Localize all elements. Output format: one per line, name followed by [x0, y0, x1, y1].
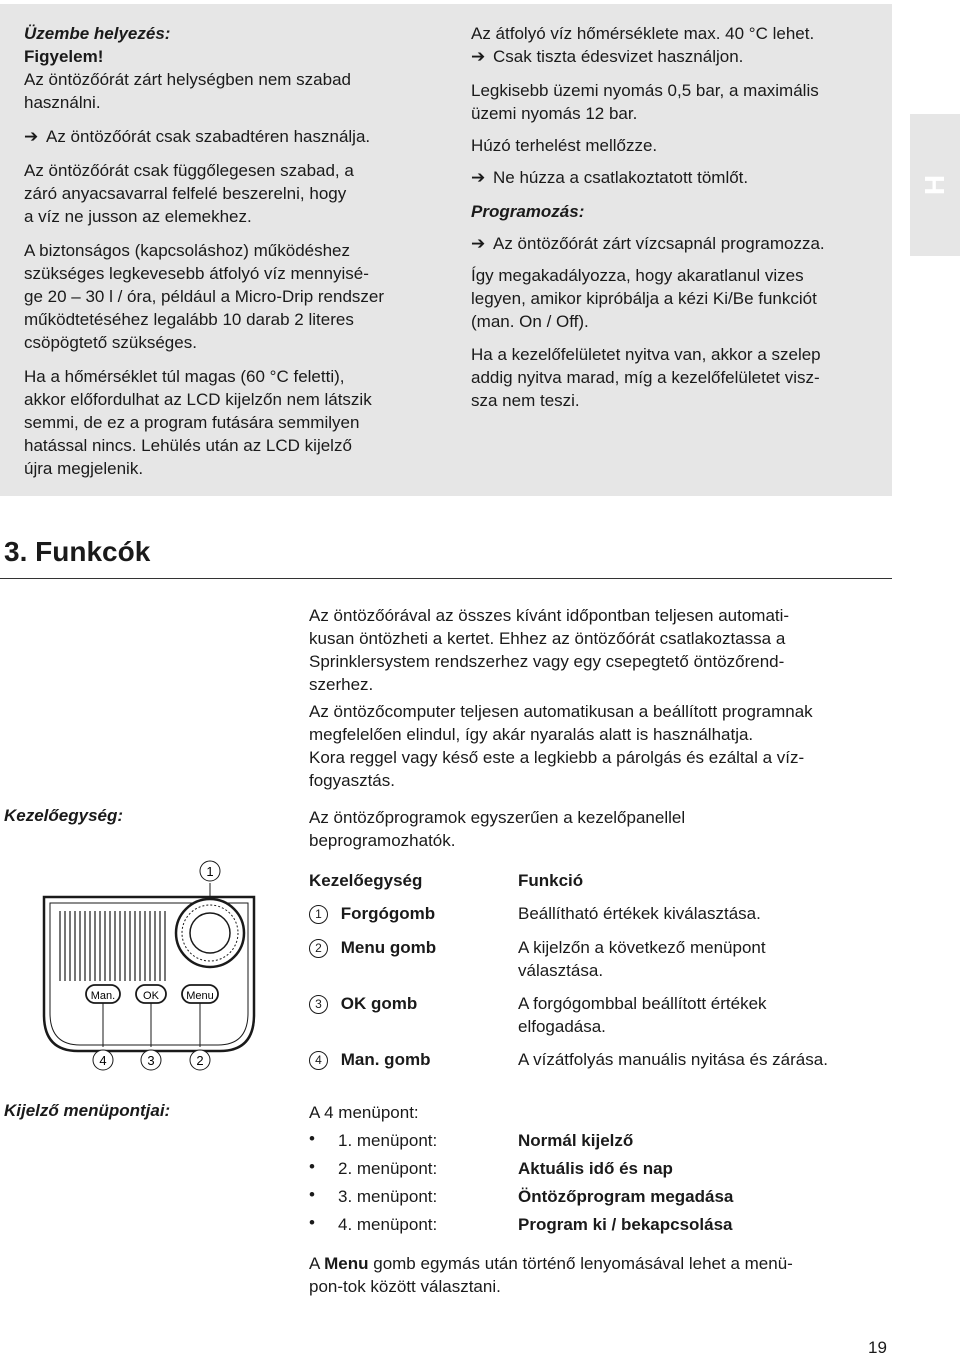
bullet-icon: •	[309, 1129, 315, 1148]
callout-4	[93, 1050, 113, 1070]
menu-item-value: Program ki / bekapcsolása	[518, 1215, 733, 1234]
intro-text	[309, 604, 889, 792]
intro-p2-l3: Kora reggel vagy késő este a legkiebb a párolgás és ezáltal a víz-	[309, 748, 805, 767]
control-panel-illustration	[38, 855, 278, 1080]
callout-1	[200, 861, 220, 881]
callout-3	[141, 1050, 161, 1070]
prog-p6: Az öntözőórát zárt vízcsapnál programozza.	[493, 234, 825, 253]
menu-item-value: Normál kijelző	[518, 1131, 634, 1150]
intro-p1-l3: Sprinklersystem rendszerhez vagy egy csepegtető öntözőrend-	[309, 652, 785, 671]
prog-p8-l3: sza nem teszi.	[471, 391, 580, 410]
setup-p1-l1: Az öntözőórát zárt helységben nem szabad	[24, 70, 351, 89]
setup-p4-l4: működtetéséhez legalább 10 darab 2 literes	[24, 310, 354, 329]
bullet-icon: •	[309, 1213, 315, 1232]
intro-p2-l2: megfelelően elindul, így akár nyaralás alatt is használhatja.	[309, 725, 754, 744]
row-number: 3	[309, 995, 328, 1014]
control-unit-text-l1: Az öntözőprogramok egyszerűen a kezelőpanellel	[309, 808, 686, 827]
ok-button-label: OK	[143, 990, 159, 1002]
setup-column	[24, 22, 444, 480]
row-name: OK gomb	[340, 994, 418, 1013]
setup-p2: Az öntözőórát csak szabadtéren használja.	[46, 127, 371, 146]
req-p5: Ne húzza a csatlakoztatott tömlőt.	[493, 168, 749, 187]
menu-item-key: 3. menüpont:	[338, 1187, 438, 1206]
footer-post: gomb egymás után történő lenyomásával lehet a menü-	[368, 1254, 793, 1273]
arrow-icon: ➔	[471, 168, 486, 187]
menu-item-value: Aktuális idő és nap	[518, 1159, 673, 1178]
intro-p2-l4: fogyasztás.	[309, 771, 395, 790]
setup-p5-l5: újra megjelenik.	[24, 459, 144, 478]
ok-button	[136, 985, 166, 1003]
menu-item-key: 1. menüpont:	[338, 1131, 438, 1150]
footer-bold: Menu	[324, 1254, 369, 1273]
svg-text:2: 2	[196, 1053, 204, 1068]
menu-item-key: 2. menüpont:	[338, 1159, 438, 1178]
rotary-knob	[176, 899, 244, 967]
table-row	[309, 1048, 430, 1071]
req-p4: Húzó terhelést mellőzze.	[471, 136, 658, 155]
arrow-icon: ➔	[471, 234, 486, 253]
bullet-icon: •	[309, 1185, 315, 1204]
menu-button-label: Menu	[186, 990, 214, 1002]
man-button	[86, 985, 120, 1003]
menu-item-key: 4. menüpont:	[338, 1215, 438, 1234]
table-header-col2: Funkció	[518, 871, 584, 890]
req-p3-l1: Legkisebb üzemi nyomás 0,5 bar, a maximális	[471, 81, 819, 100]
row-function	[518, 936, 766, 982]
req-p1: Az átfolyó víz hőmérséklete max. 40 °C lehet.	[471, 24, 815, 43]
setup-p4-l3: ge 20 – 30 l / óra, például a Micro-Drip rendszer	[24, 287, 385, 306]
prog-p7-l1: Így megakadályozza, hogy akaratlanul vizes	[471, 266, 804, 285]
setup-p3-l1: Az öntözőórát csak függőlegesen szabad, a	[24, 161, 354, 180]
table-header-col1: Kezelőegység	[309, 871, 423, 890]
intro-p2-l1: Az öntözőcomputer teljesen automatikusan a beállított programnak	[309, 702, 813, 721]
menu-item-value: Öntözőprogram megadása	[518, 1187, 734, 1206]
display-menu-intro: A 4 menüpont:	[309, 1103, 419, 1122]
display-menu-label: Kijelző menüpontjai:	[4, 1101, 171, 1120]
section-divider	[0, 578, 892, 579]
page-number: 19	[868, 1338, 887, 1357]
requirements-column	[471, 22, 886, 412]
prog-p7-l3: (man. On / Off).	[471, 312, 589, 331]
row-function: Beállítható értékek kiválasztása.	[518, 904, 761, 923]
row-function: A vízátfolyás manuális nyitása és zárása.	[518, 1050, 828, 1069]
svg-text:3: 3	[147, 1053, 155, 1068]
control-unit-text-l2: beprogramozhatók.	[309, 831, 456, 850]
footer-line2: pon-tok között választani.	[309, 1277, 501, 1296]
arrow-icon: ➔	[24, 127, 39, 146]
setup-p4-l2: szükséges legkevesebb átfolyó víz mennyisé-	[24, 264, 369, 283]
table-row	[309, 902, 435, 925]
svg-text:1: 1	[206, 864, 214, 879]
setup-p4-l1: A biztonságos (kapcsoláshoz) működéshez	[24, 241, 351, 260]
bullet-icon: •	[309, 1157, 315, 1176]
setup-p5-l1: Ha a hőmérséklet túl magas (60 °C feletti),	[24, 367, 345, 386]
language-tab-letter: H	[918, 174, 950, 196]
control-unit-label: Kezelőegység:	[4, 806, 124, 825]
row-number: 4	[309, 1051, 328, 1070]
setup-p1-l2: használni.	[24, 93, 101, 112]
language-tab	[910, 114, 960, 256]
row-name: Menu gomb	[340, 938, 437, 957]
intro-p1-l4: szerhez.	[309, 675, 374, 694]
intro-p1-l1: Az öntözőórával az összes kívánt időpontban teljesen automati-	[309, 606, 790, 625]
row-function-l2: választása.	[518, 961, 604, 980]
svg-text:4: 4	[99, 1053, 107, 1068]
warning-label: Figyelem!	[24, 47, 104, 66]
req-p2: Csak tiszta édesvizet használjon.	[493, 47, 744, 66]
section-title: 3. Funkcók	[4, 536, 151, 567]
setup-p5-l2: akkor előfordulhat az LCD kijelzőn nem látszik	[24, 390, 372, 409]
prog-p7-l2: legyen, amikor kipróbálja a kézi Ki/Be funkciót	[471, 289, 817, 308]
arrow-icon: ➔	[471, 47, 486, 66]
row-name: Forgógomb	[340, 904, 436, 923]
footer-pre: A	[309, 1254, 325, 1273]
row-name: Man. gomb	[340, 1050, 431, 1069]
row-number: 2	[309, 939, 328, 958]
row-function-l1: A kijelzőn a következő menüpont	[518, 938, 766, 957]
programming-heading: Programozás:	[471, 202, 585, 221]
setup-p5-l3: semmi, de ez a program futására semmilyen	[24, 413, 360, 432]
man-button-label: Man.	[90, 990, 116, 1002]
menu-button	[182, 985, 218, 1003]
control-unit-text	[309, 806, 889, 852]
row-number: 1	[309, 905, 328, 924]
setup-p3-l2: záró anyacsavarral felfelé beszerelni, hogy	[24, 184, 347, 203]
req-p3-l2: üzemi nyomás 12 bar.	[471, 104, 638, 123]
intro-p1-l2: kusan öntözheti a kertet. Ehhez az öntözőórát csatlakoztassa a	[309, 629, 786, 648]
table-row	[309, 992, 417, 1015]
display-menu-footer	[309, 1252, 889, 1298]
table-row	[309, 936, 436, 959]
row-function	[518, 992, 767, 1038]
row-function-l1: A forgógombbal beállított értékek	[518, 994, 767, 1013]
setup-p5-l4: hatással nincs. Lehülés után az LCD kijelző	[24, 436, 352, 455]
setup-heading: Üzembe helyezés:	[24, 24, 171, 43]
row-function-l2: elfogadása.	[518, 1017, 606, 1036]
callout-2	[190, 1050, 210, 1070]
setup-p4-l5: csöpögtető szükséges.	[24, 333, 197, 352]
prog-p8-l1: Ha a kezelőfelületet nyitva van, akkor a szelep	[471, 345, 821, 364]
setup-p3-l3: a víz ne jusson az elemekhez.	[24, 207, 252, 226]
prog-p8-l2: addig nyitva marad, míg a kezelőfelületet visz-	[471, 368, 820, 387]
